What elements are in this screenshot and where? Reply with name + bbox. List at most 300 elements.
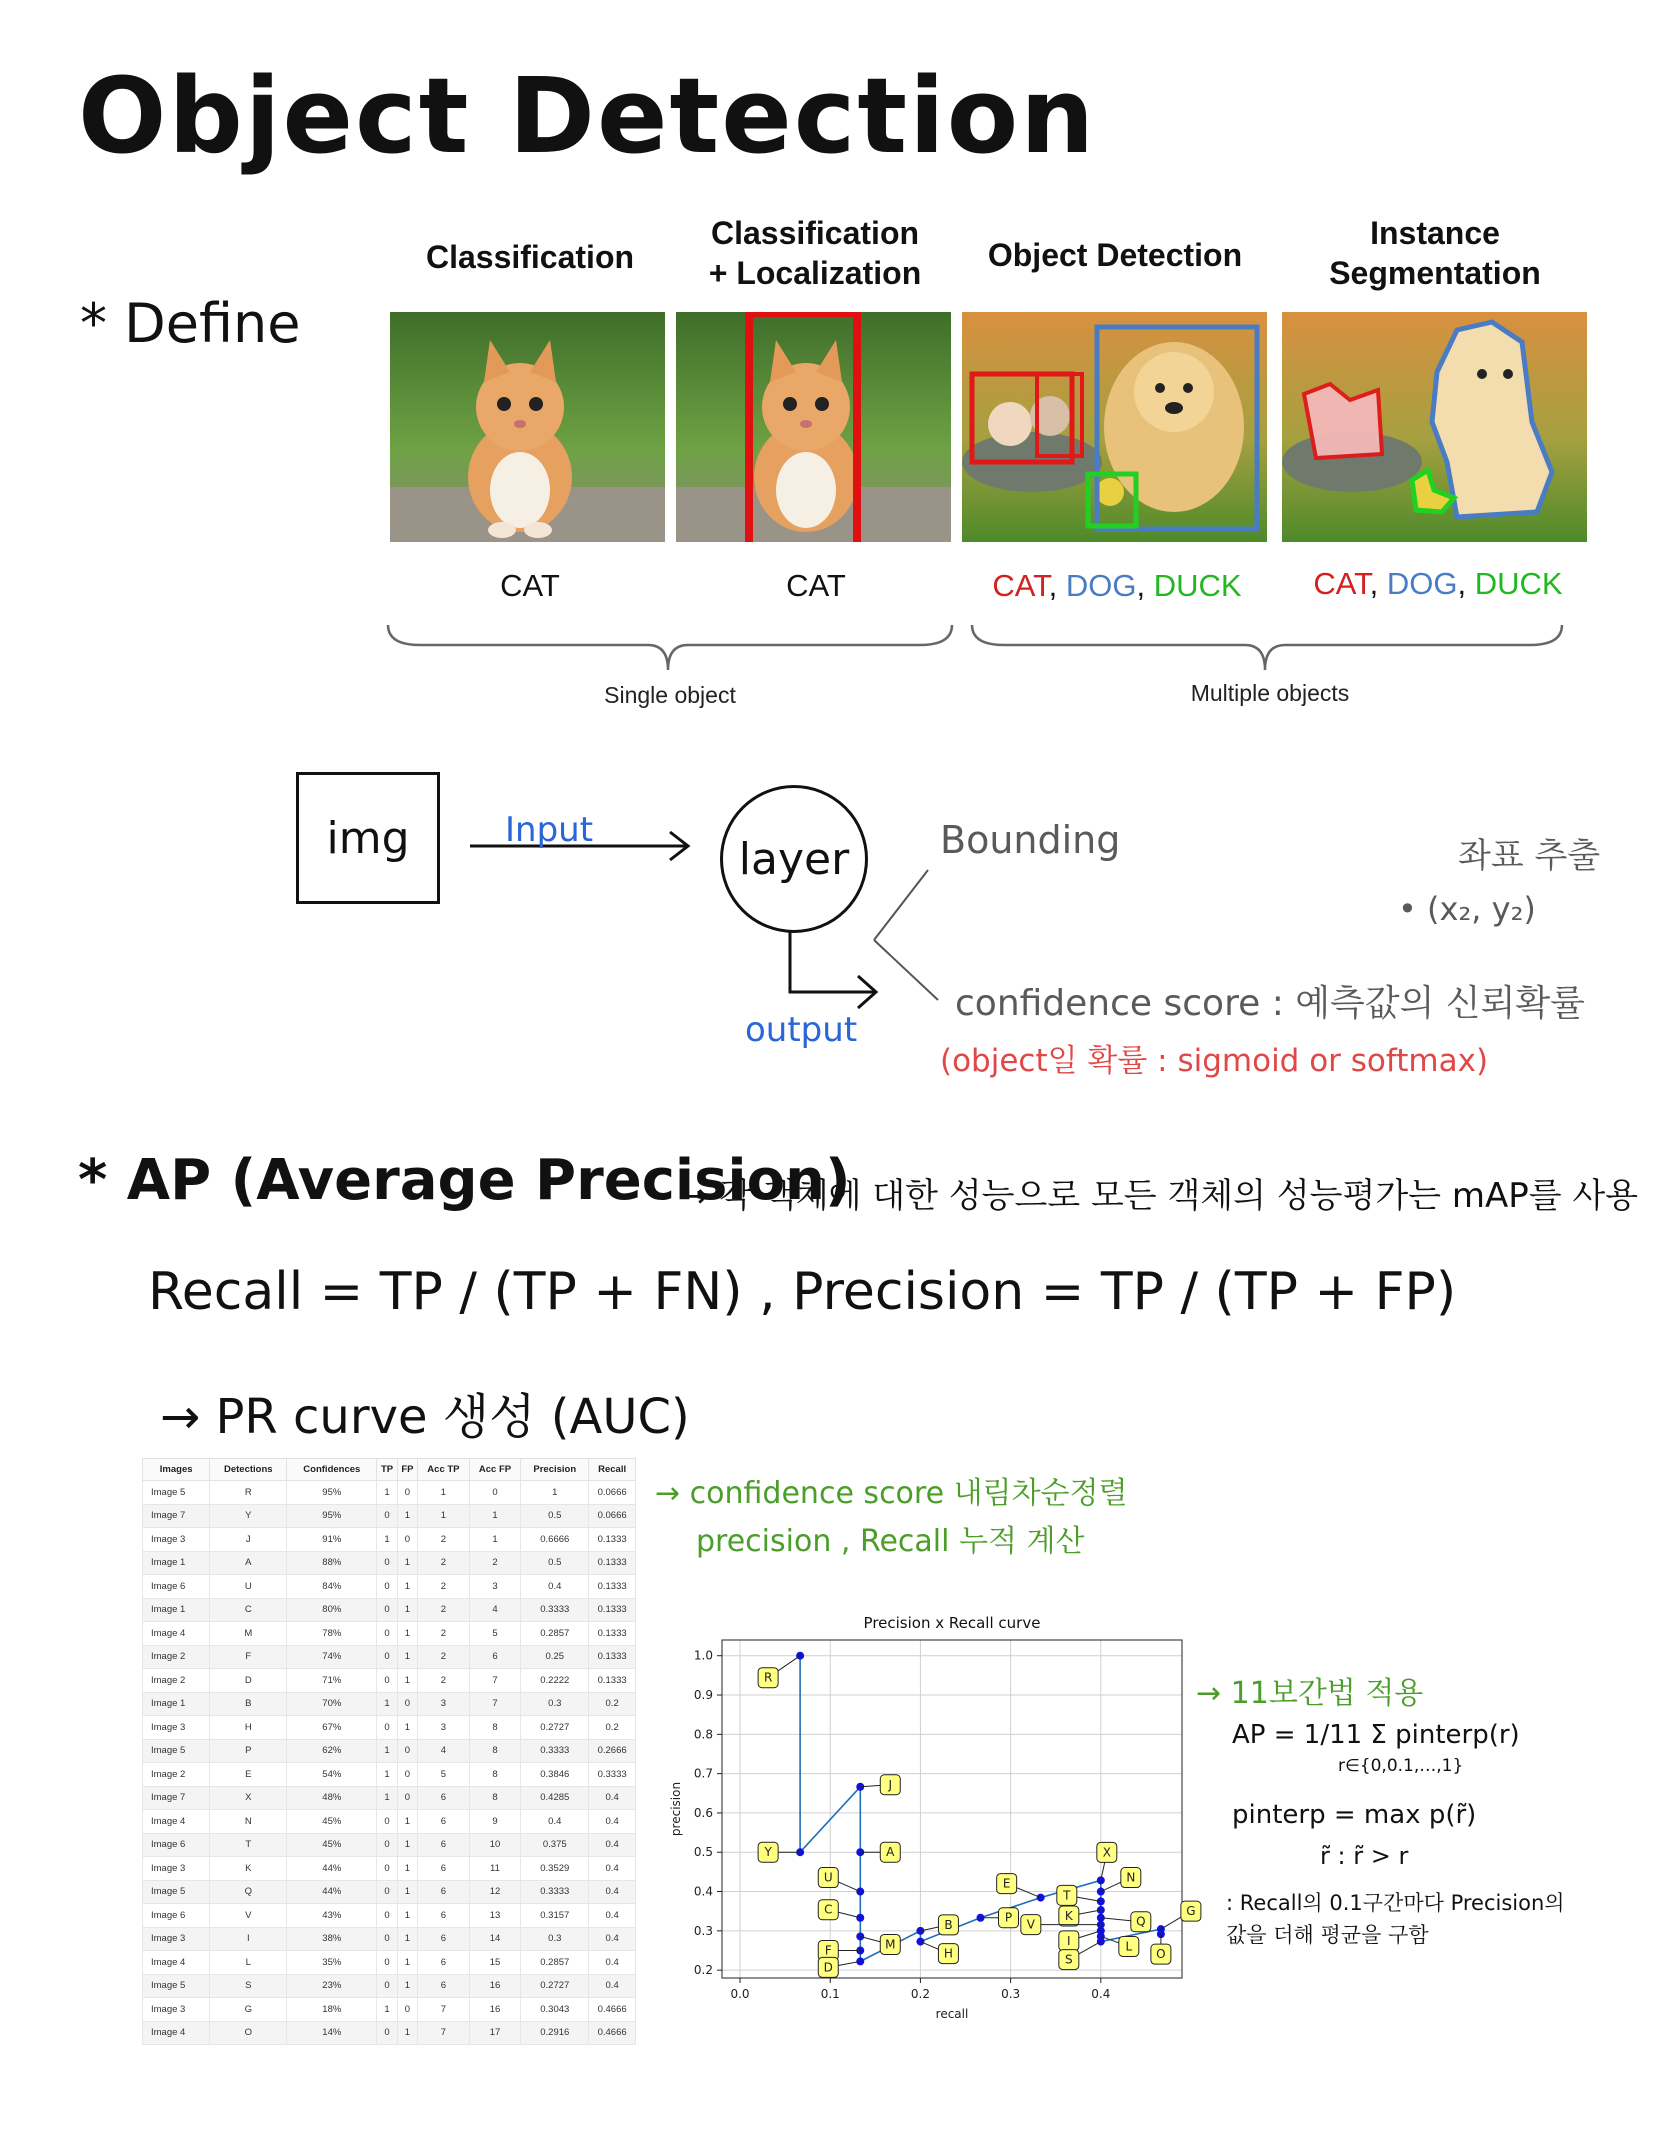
table-cell: 0.5 <box>521 1551 589 1575</box>
y-tick-label: 0.4 <box>693 1884 713 1899</box>
chart-xlabel: recall <box>935 2007 969 2020</box>
table-note-sort: → confidence score 내림차순정렬 <box>655 1476 1128 1511</box>
table-cell: 0.1333 <box>589 1622 636 1646</box>
label-separator: , <box>1369 566 1379 601</box>
label-cat: CAT <box>1313 566 1370 601</box>
table-cell: A <box>210 1551 287 1575</box>
dogs-photo-segmentation <box>1282 312 1587 542</box>
point-label-J: J <box>888 1777 893 1792</box>
table-cell: Image 4 <box>143 1810 210 1834</box>
table-cell: 1 <box>397 1622 417 1646</box>
table-cell: 4 <box>418 1739 470 1763</box>
table-row <box>143 1739 636 1763</box>
table-cell: 0.3333 <box>521 1739 589 1763</box>
table-cell: 0 <box>377 1833 397 1857</box>
table-cell: 7 <box>469 1669 521 1693</box>
table-cell: 1 <box>377 1692 397 1716</box>
table-cell: 0.3333 <box>589 1763 636 1787</box>
table-cell: 4 <box>469 1598 521 1622</box>
group-label-single: Single object <box>604 682 736 708</box>
table-cell: 0.2 <box>589 1716 636 1740</box>
table-cell: 8 <box>469 1739 521 1763</box>
table-cell: Image 3 <box>143 1716 210 1740</box>
column-header: Acc FP <box>469 1459 521 1481</box>
table-cell: 1 <box>397 1645 417 1669</box>
table-cell: B <box>210 1692 287 1716</box>
confidence-label: confidence score : 예측값의 신뢰확률 <box>955 983 1585 1024</box>
table-cell: 9 <box>469 1810 521 1834</box>
point-label-D: D <box>823 1960 833 1975</box>
table-cell: 0 <box>377 1504 397 1528</box>
table-cell: 0.3 <box>521 1927 589 1951</box>
table-cell: 1 <box>397 1951 417 1975</box>
table-cell: 1 <box>397 1504 417 1528</box>
recall-note <box>1226 1888 1606 1951</box>
table-cell: Image 3 <box>143 1998 210 2022</box>
table-cell: 44% <box>287 1880 377 1904</box>
table-cell: 3 <box>418 1692 470 1716</box>
table-cell: 1 <box>397 1669 417 1693</box>
table-cell: 71% <box>287 1669 377 1693</box>
cat-photo-classification <box>390 312 665 542</box>
table-cell: 67% <box>287 1716 377 1740</box>
table-row <box>143 1692 636 1716</box>
table-cell: U <box>210 1575 287 1599</box>
table-cell: Image 5 <box>143 1481 210 1505</box>
table-row <box>143 2021 636 2045</box>
point-label-I: I <box>1067 1933 1071 1948</box>
y-tick-label: 0.9 <box>693 1688 713 1703</box>
table-cell: 0.3157 <box>521 1904 589 1928</box>
y-tick-label: 0.5 <box>693 1845 713 1860</box>
table-cell: Image 2 <box>143 1669 210 1693</box>
layer-node <box>720 785 868 933</box>
y-tick-label: 1.0 <box>693 1648 713 1663</box>
table-cell: 11 <box>469 1857 521 1881</box>
panel-label-multi-detection <box>972 568 1262 604</box>
table-cell: 2 <box>418 1551 470 1575</box>
table-cell: 0 <box>377 1575 397 1599</box>
table-cell: 1 <box>377 1786 397 1810</box>
table-cell: 7 <box>418 1998 470 2022</box>
table-cell: 0 <box>377 2021 397 2045</box>
table-cell: 6 <box>418 1786 470 1810</box>
table-cell: 0.375 <box>521 1833 589 1857</box>
table-row <box>143 1575 636 1599</box>
input-label: Input <box>505 810 594 850</box>
column-header: Images <box>143 1459 210 1481</box>
table-cell: 1 <box>377 1998 397 2022</box>
table-cell: K <box>210 1857 287 1881</box>
table-cell: 18% <box>287 1998 377 2022</box>
table-cell: 8 <box>469 1716 521 1740</box>
table-cell: 0 <box>377 1880 397 1904</box>
table-cell: Image 6 <box>143 1904 210 1928</box>
panel-label-cat-2: CAT <box>786 568 846 603</box>
table-cell: J <box>210 1528 287 1552</box>
point-label-C: C <box>824 1902 833 1917</box>
table-cell: 15 <box>469 1951 521 1975</box>
table-row <box>143 1551 636 1575</box>
ap-formula-sub: r∈{0,0.1,…,1} <box>1338 1756 1464 1776</box>
table-cell: Image 4 <box>143 1951 210 1975</box>
table-row <box>143 1857 636 1881</box>
y-tick-label: 0.8 <box>693 1727 713 1742</box>
point-label-T: T <box>1063 1888 1071 1903</box>
table-cell: 16 <box>469 1998 521 2022</box>
chart-point-labels <box>758 1656 1201 1978</box>
table-cell: Q <box>210 1880 287 1904</box>
table-cell: 45% <box>287 1833 377 1857</box>
table-cell: 1 <box>397 1598 417 1622</box>
table-cell: 16 <box>469 1974 521 1998</box>
table-cell: 17 <box>469 2021 521 2045</box>
table-cell: S <box>210 1974 287 1998</box>
label-dog: DOG <box>1065 568 1137 603</box>
ap-heading: * AP (Average Precision) <box>78 1148 851 1213</box>
recall-note-line: : Recall의 0.1구간마다 Precision의 <box>1226 1891 1565 1915</box>
table-cell: 1 <box>377 1481 397 1505</box>
table-cell: Image 7 <box>143 1786 210 1810</box>
point-label-A: A <box>886 1845 895 1860</box>
table-cell: Image 5 <box>143 1739 210 1763</box>
table-cell: 3 <box>418 1716 470 1740</box>
table-cell: Image 1 <box>143 1692 210 1716</box>
table-cell: 1 <box>521 1481 589 1505</box>
table-cell: 2 <box>469 1551 521 1575</box>
table-cell: 13 <box>469 1904 521 1928</box>
table-cell: 1 <box>469 1528 521 1552</box>
point-label-G: G <box>1186 1904 1196 1919</box>
x-tick-label: 0.3 <box>1001 1987 1021 2001</box>
column-header: Recall <box>589 1459 636 1481</box>
table-cell: 2 <box>418 1645 470 1669</box>
point-label-N: N <box>1126 1870 1136 1885</box>
table-cell: 0.2222 <box>521 1669 589 1693</box>
table-header-row <box>143 1459 636 1481</box>
table-cell: 0.3333 <box>521 1880 589 1904</box>
table-cell: 0.1333 <box>589 1551 636 1575</box>
x-tick-label: 0.4 <box>1091 1987 1111 2001</box>
point-label-V: V <box>1026 1917 1035 1932</box>
table-cell: 0.2916 <box>521 2021 589 2045</box>
table-cell: Image 5 <box>143 1974 210 1998</box>
table-cell: 0 <box>397 1763 417 1787</box>
point-label-E: E <box>1002 1876 1011 1891</box>
table-cell: C <box>210 1598 287 1622</box>
panel-label-cat-1: CAT <box>500 568 560 603</box>
chart-ticks <box>694 1649 1110 2001</box>
table-cell: 1 <box>397 1551 417 1575</box>
table-row <box>143 1880 636 1904</box>
table-cell: 0.25 <box>521 1645 589 1669</box>
point-label-O: O <box>1156 1947 1166 1962</box>
table-cell: 2 <box>418 1528 470 1552</box>
table-cell: 6 <box>418 1880 470 1904</box>
table-cell: 14 <box>469 1927 521 1951</box>
table-cell: 0 <box>397 1998 417 2022</box>
table-cell: 0 <box>397 1739 417 1763</box>
table-cell: 0 <box>377 1810 397 1834</box>
table-cell: O <box>210 2021 287 2045</box>
recall-note-line: 값을 더해 평균을 구함 <box>1226 1922 1429 1947</box>
table-cell: 0.4666 <box>589 2021 636 2045</box>
dogs-photo-detection <box>962 312 1267 542</box>
column-header: FP <box>397 1459 417 1481</box>
define-heading: * Define <box>80 292 301 355</box>
table-row <box>143 1528 636 1552</box>
x-tick-label: 0.1 <box>820 1987 840 2001</box>
table-cell: 0.2727 <box>521 1974 589 1998</box>
table-cell: Image 4 <box>143 2021 210 2045</box>
table-cell: 84% <box>287 1575 377 1599</box>
table-cell: 1 <box>397 1974 417 1998</box>
table-cell: N <box>210 1810 287 1834</box>
table-cell: 7 <box>469 1692 521 1716</box>
table-cell: 10 <box>469 1833 521 1857</box>
table-cell: 44% <box>287 1857 377 1881</box>
table-row <box>143 1998 636 2022</box>
x-tick-label: 0.0 <box>730 1987 750 2001</box>
label-separator: , <box>1136 568 1146 603</box>
x-tick-label: 0.2 <box>910 1987 930 2001</box>
table-cell: V <box>210 1904 287 1928</box>
group-label-multiple: Multiple objects <box>1190 680 1350 706</box>
point-label-Y: Y <box>764 1845 772 1860</box>
table-cell: 8 <box>469 1786 521 1810</box>
table-cell: 54% <box>287 1763 377 1787</box>
table-cell: 0 <box>397 1528 417 1552</box>
table-cell: 1 <box>397 1833 417 1857</box>
point-label-R: R <box>763 1670 773 1685</box>
table-cell: M <box>210 1622 287 1646</box>
table-cell: 0.2 <box>589 1692 636 1716</box>
table-cell: 0.6666 <box>521 1528 589 1552</box>
table-cell: 6 <box>418 1833 470 1857</box>
table-cell: 1 <box>377 1739 397 1763</box>
table-cell: 91% <box>287 1528 377 1552</box>
table-cell: Image 1 <box>143 1598 210 1622</box>
panel-title-line: Classification <box>425 239 635 275</box>
table-cell: 5 <box>418 1763 470 1787</box>
table-cell: 0 <box>377 1904 397 1928</box>
table-cell: 1 <box>397 1575 417 1599</box>
panel-title-line: Classification <box>710 215 920 251</box>
table-cell: 7 <box>418 2021 470 2045</box>
interp-heading: → 11보간법 적용 <box>1196 1676 1424 1711</box>
table-cell: 0.3043 <box>521 1998 589 2022</box>
table-cell: 0.2666 <box>589 1739 636 1763</box>
page-title: Object Detection <box>78 55 1097 177</box>
table-cell: 6 <box>418 1857 470 1881</box>
table-row <box>143 1598 636 1622</box>
table-cell: 70% <box>287 1692 377 1716</box>
table-row <box>143 1974 636 1998</box>
bounding-label: Bounding <box>940 818 1121 862</box>
cat-photo-localization <box>676 312 951 542</box>
data-point-X <box>1097 1876 1105 1884</box>
table-cell: 48% <box>287 1786 377 1810</box>
point-label-X: X <box>1102 1845 1111 1860</box>
table-cell: Image 2 <box>143 1763 210 1787</box>
table-cell: 0 <box>377 1598 397 1622</box>
table-cell: I <box>210 1927 287 1951</box>
label-duck: DUCK <box>1153 568 1242 603</box>
table-cell: 2 <box>418 1669 470 1693</box>
table-cell: 1 <box>377 1763 397 1787</box>
table-cell: 1 <box>397 1927 417 1951</box>
table-note-cumulative: precision , Recall 누적 계산 <box>696 1524 1085 1559</box>
table-row <box>143 1645 636 1669</box>
column-header: TP <box>377 1459 397 1481</box>
table-cell: 0 <box>397 1786 417 1810</box>
panel-title-line: Instance <box>1370 215 1500 251</box>
table-cell: G <box>210 1998 287 2022</box>
table-cell: 0.4 <box>589 1904 636 1928</box>
table-cell: Image 2 <box>143 1645 210 1669</box>
coord-value: • (x₂, y₂) <box>1398 890 1536 928</box>
table-cell: Image 3 <box>143 1528 210 1552</box>
table-cell: Image 4 <box>143 1622 210 1646</box>
table-cell: 1 <box>418 1504 470 1528</box>
label-separator: , <box>1457 566 1467 601</box>
table-cell: Image 6 <box>143 1833 210 1857</box>
table-cell: 0.1333 <box>589 1645 636 1669</box>
table-cell: T <box>210 1833 287 1857</box>
panel-label-multi-segmentation <box>1288 566 1588 602</box>
table-cell: 0.0666 <box>589 1481 636 1505</box>
coord-title: 좌표 추출 <box>1458 836 1601 876</box>
table-cell: 6 <box>418 1927 470 1951</box>
table-body <box>143 1481 636 2045</box>
table-cell: 5 <box>469 1622 521 1646</box>
table-cell: R <box>210 1481 287 1505</box>
panel-title-classification <box>400 237 660 277</box>
table-cell: 0 <box>377 1927 397 1951</box>
label-duck: DUCK <box>1474 566 1563 601</box>
table-row <box>143 1927 636 1951</box>
point-label-P: P <box>1004 1910 1013 1925</box>
table-cell: 14% <box>287 2021 377 2045</box>
table-cell: 0.4 <box>589 1880 636 1904</box>
layer-node-label: layer <box>738 833 850 885</box>
table-cell: 0 <box>397 1692 417 1716</box>
table-cell: 0.3529 <box>521 1857 589 1881</box>
table-row <box>143 1622 636 1646</box>
output-label: output <box>745 1010 858 1050</box>
group-braces <box>380 620 1600 680</box>
brace-multiple <box>972 625 1562 670</box>
column-header: Detections <box>210 1459 287 1481</box>
table-cell: 95% <box>287 1504 377 1528</box>
table-cell: 2 <box>418 1622 470 1646</box>
table-cell: 0 <box>377 1716 397 1740</box>
img-node <box>296 772 440 904</box>
table-cell: 3 <box>469 1575 521 1599</box>
point-label-F: F <box>824 1943 832 1958</box>
table-cell: 6 <box>418 1974 470 1998</box>
table-row <box>143 1669 636 1693</box>
panel-title-line: Object Detection <box>987 237 1243 273</box>
table-cell: P <box>210 1739 287 1763</box>
table-cell: 88% <box>287 1551 377 1575</box>
point-label-S: S <box>1065 1952 1073 1967</box>
table-cell: 8 <box>469 1763 521 1787</box>
table-cell: 0.4 <box>521 1810 589 1834</box>
table-cell: 0.0666 <box>589 1504 636 1528</box>
table-cell: 0.4 <box>589 1810 636 1834</box>
point-label-B: B <box>944 1917 953 1932</box>
table-cell: 0.3333 <box>521 1598 589 1622</box>
panel-title-segmentation <box>1290 213 1580 293</box>
table-cell: 0.2727 <box>521 1716 589 1740</box>
table-cell: 12 <box>469 1880 521 1904</box>
table-cell: 1 <box>469 1504 521 1528</box>
table-cell: 0.4666 <box>589 1998 636 2022</box>
branch-lines <box>870 860 950 1010</box>
table-row <box>143 1951 636 1975</box>
table-cell: 45% <box>287 1810 377 1834</box>
table-row <box>143 1481 636 1505</box>
point-label-U: U <box>823 1870 833 1885</box>
pinterp-formula-sub: r̃ : r̃ > r <box>1320 1842 1409 1870</box>
table-cell: 0 <box>469 1481 521 1505</box>
table-row <box>143 1786 636 1810</box>
table-cell: 80% <box>287 1598 377 1622</box>
pinterp-formula: pinterp = max p(r̃) <box>1232 1800 1477 1830</box>
panel-title-line: Segmentation <box>1329 255 1541 291</box>
table-cell: 0.1333 <box>589 1528 636 1552</box>
table-cell: 0.4285 <box>521 1786 589 1810</box>
point-label-L: L <box>1125 1939 1133 1954</box>
table-cell: 0.1333 <box>589 1575 636 1599</box>
point-label-K: K <box>1064 1909 1073 1924</box>
table-cell: Image 1 <box>143 1551 210 1575</box>
table-row <box>143 1716 636 1740</box>
table-cell: 0.1333 <box>589 1598 636 1622</box>
chart-ylabel: precision <box>669 1781 683 1837</box>
table-cell: 0.4 <box>589 1927 636 1951</box>
y-tick-label: 0.3 <box>693 1923 713 1938</box>
table-row <box>143 1833 636 1857</box>
table-cell: 0.4 <box>521 1575 589 1599</box>
table-cell: 2 <box>418 1598 470 1622</box>
table-cell: 23% <box>287 1974 377 1998</box>
table-cell: 1 <box>397 1880 417 1904</box>
table-cell: 43% <box>287 1904 377 1928</box>
point-label-H: H <box>943 1946 953 1961</box>
table-cell: 1 <box>397 1716 417 1740</box>
table-cell: 0.2857 <box>521 1622 589 1646</box>
ap-formula: AP = 1/11 Σ pinterp(r) <box>1232 1720 1520 1750</box>
table-cell: 6 <box>418 1810 470 1834</box>
panel-title-line: + Localization <box>708 255 922 291</box>
table-cell: Image 7 <box>143 1504 210 1528</box>
brace-single <box>388 625 952 670</box>
confidence-sub: (object일 확률 : sigmoid or softmax) <box>940 1043 1489 1079</box>
data-point-N <box>1097 1888 1105 1896</box>
ap-note: → 각 객체에 대한 성능으로 모든 객체의 성능평가는 mAP를 사용 <box>680 1176 1639 1216</box>
table-row <box>143 1763 636 1787</box>
table-cell: 1 <box>397 1810 417 1834</box>
column-header: Precision <box>521 1459 589 1481</box>
table-cell: 62% <box>287 1739 377 1763</box>
table-cell: Image 6 <box>143 1575 210 1599</box>
table-cell: 0.2857 <box>521 1951 589 1975</box>
chart-title: Precision x Recall curve <box>863 1614 1041 1632</box>
pr-curve-chart <box>660 1600 1220 2020</box>
table-cell: 1 <box>397 1904 417 1928</box>
